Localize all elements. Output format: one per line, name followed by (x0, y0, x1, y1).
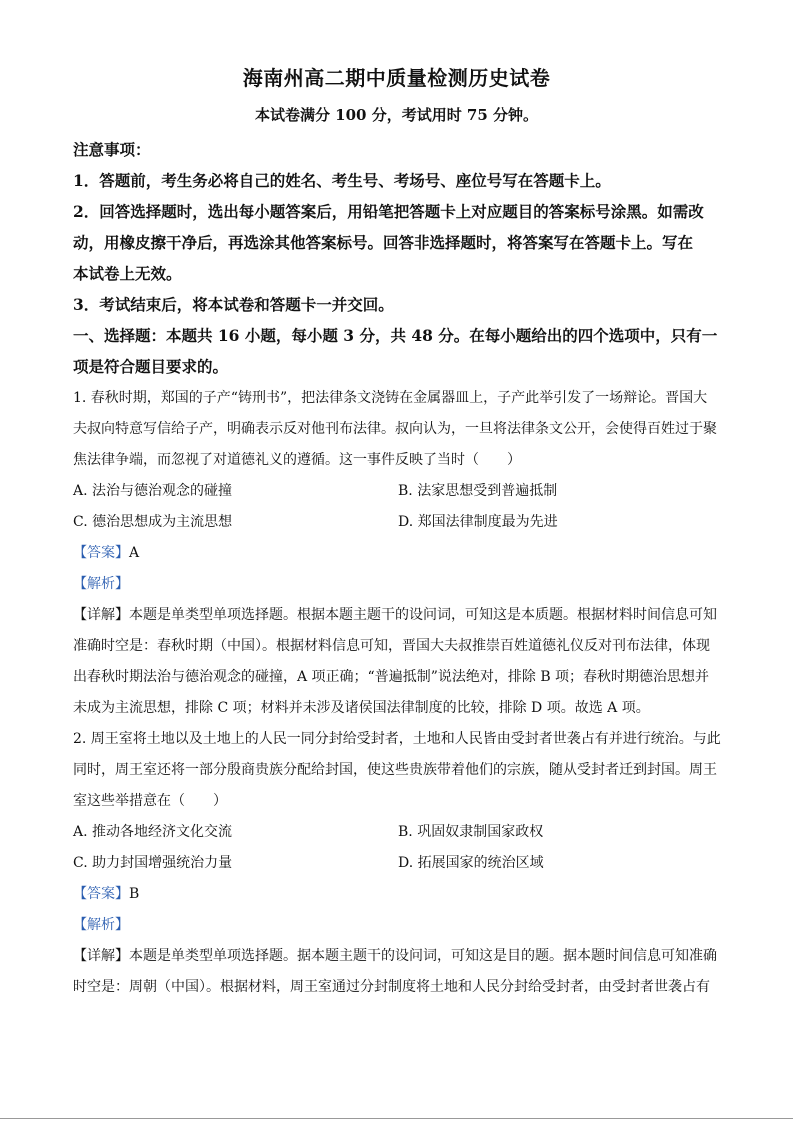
page-bottom-divider (0, 1118, 793, 1119)
note-item-1: 1．答题前，考生务必将自己的姓名、考生号、考场号、座位号写在答题卡上。 (73, 171, 611, 190)
detail-tag: 【详解】 (73, 948, 129, 964)
question-2-options-row-1 (73, 817, 723, 848)
question-1-options-row-1 (73, 476, 723, 507)
section-heading-line-2: 项是符合题目要求的。 (73, 357, 229, 376)
analysis-tag: 【解析】 (73, 917, 129, 933)
question-1-stem-line-2: 夫叔向特意写信给子产，明确表示反对他刊布法律。叔向认为，一旦将法律条文公开，会使得百姓过于聚 (73, 421, 717, 437)
question-2 (73, 724, 723, 1003)
answer-value: B (129, 886, 140, 902)
question-1-stem-line-3: 焦法律争端，而忽视了对道德礼义的遵循。这一事件反映了当时（ ） (73, 452, 521, 468)
question-1-option-d: D. 郑国法律制度最为先进 (398, 514, 558, 530)
question-2-answer (73, 879, 723, 910)
note-item-3: 3．考试结束后，将本试卷和答题卡一并交回。 (73, 295, 394, 314)
notes-heading: 注意事项： (73, 140, 151, 159)
question-1-option-a: A. 法治与德治观念的碰撞 (73, 483, 233, 499)
notes-block (73, 134, 723, 382)
question-1-detail-line-2: 准确时空是：春秋时期（中国）。根据材料信息可知，晋国大夫叔推崇百姓道德礼仪反对刊布法律，体现 (73, 638, 710, 654)
question-2-stem-line-3: 室这些举措意在（ ） (73, 793, 227, 809)
question-2-detail-line-2: 时空是：周朝（中国）。根据材料，周王室通过分封制度将土地和人民分封给受封者，由受封者世袭占有 (73, 979, 710, 995)
page-title: 海南州高二期中质量检测历史试卷 (242, 66, 551, 90)
question-2-option-d: D. 拓展国家的统治区域 (398, 855, 544, 871)
question-1-detail-line-3: 出春秋时期法治与德治观念的碰撞，A 项正确；“普遍抵制”说法绝对，排除 B 项；春秋时期德治思想并 (73, 669, 710, 685)
question-2-analysis (73, 910, 723, 941)
question-1-analysis (73, 569, 723, 600)
answer-tag: 【答案】 (73, 886, 129, 902)
question-1-detail-line-1 (73, 600, 723, 631)
exam-info: 本试卷满分 100 分，考试用时 75 分钟。 (254, 106, 539, 124)
note-item-2-line-1: 2．回答选择题时，选出每小题答案后，用铅笔把答题卡上对应题目的答案标号涂黑。如需改 (73, 202, 704, 221)
question-2-stem-line-2: 同时，周王室还将一部分殷商贵族分配给封国，使这些贵族带着他们的宗族，随从受封者迁到封国。周王 (73, 762, 717, 778)
question-1-option-b: B. 法家思想受到普遍抵制 (398, 483, 558, 499)
question-2-option-a: A. 推动各地经济文化交流 (73, 824, 233, 840)
detail-text: 本题是单类型单项选择题。根据本题主题干的设问词，可知这是本质题。根据材料时间信息可知 (129, 607, 717, 623)
question-1 (73, 383, 723, 724)
question-1-option-c: C. 德治思想成为主流思想 (73, 514, 233, 530)
question-2-option-b: B. 巩固奴隶制国家政权 (398, 824, 544, 840)
answer-value: A (129, 545, 140, 561)
question-1-detail-line-4: 未成为主流思想，排除 C 项；材料并未涉及诸侯国法律制度的比较，排除 D 项。故选 A 项。 (73, 700, 650, 716)
section-heading-line-1: 一、选择题：本题共 16 小题，每小题 3 分，共 48 分。在每小题给出的四个选项中，只有一 (73, 326, 718, 345)
analysis-tag: 【解析】 (73, 576, 129, 592)
detail-tag: 【详解】 (73, 607, 129, 623)
note-item-2-line-2: 动，用橡皮擦干净后，再选涂其他答案标号。回答非选择题时，将答案写在答题卡上。写在 (73, 233, 694, 252)
question-2-detail-line-1 (73, 941, 723, 972)
answer-tag: 【答案】 (73, 545, 129, 561)
question-2-option-c: C. 助力封国增强统治力量 (73, 855, 233, 871)
detail-text: 本题是单类型单项选择题。据本题主题干的设问词，可知这是目的题。据本题时间信息可知准确 (129, 948, 717, 964)
question-1-answer (73, 538, 723, 569)
question-2-options-row-2 (73, 848, 723, 879)
question-2-stem-line-1: 2. 周王室将土地以及土地上的人民一同分封给受封者，土地和人民皆由受封者世袭占有并进行统治。与此 (73, 731, 721, 747)
question-1-options-row-2 (73, 507, 723, 538)
question-1-stem-line-1: 1. 春秋时期，郑国的子产“铸刑书”，把法律条文浇铸在金属器皿上，子产此举引发了一场辩论。晋国大 (73, 390, 708, 406)
note-item-2-line-3: 本试卷上无效。 (73, 264, 182, 283)
